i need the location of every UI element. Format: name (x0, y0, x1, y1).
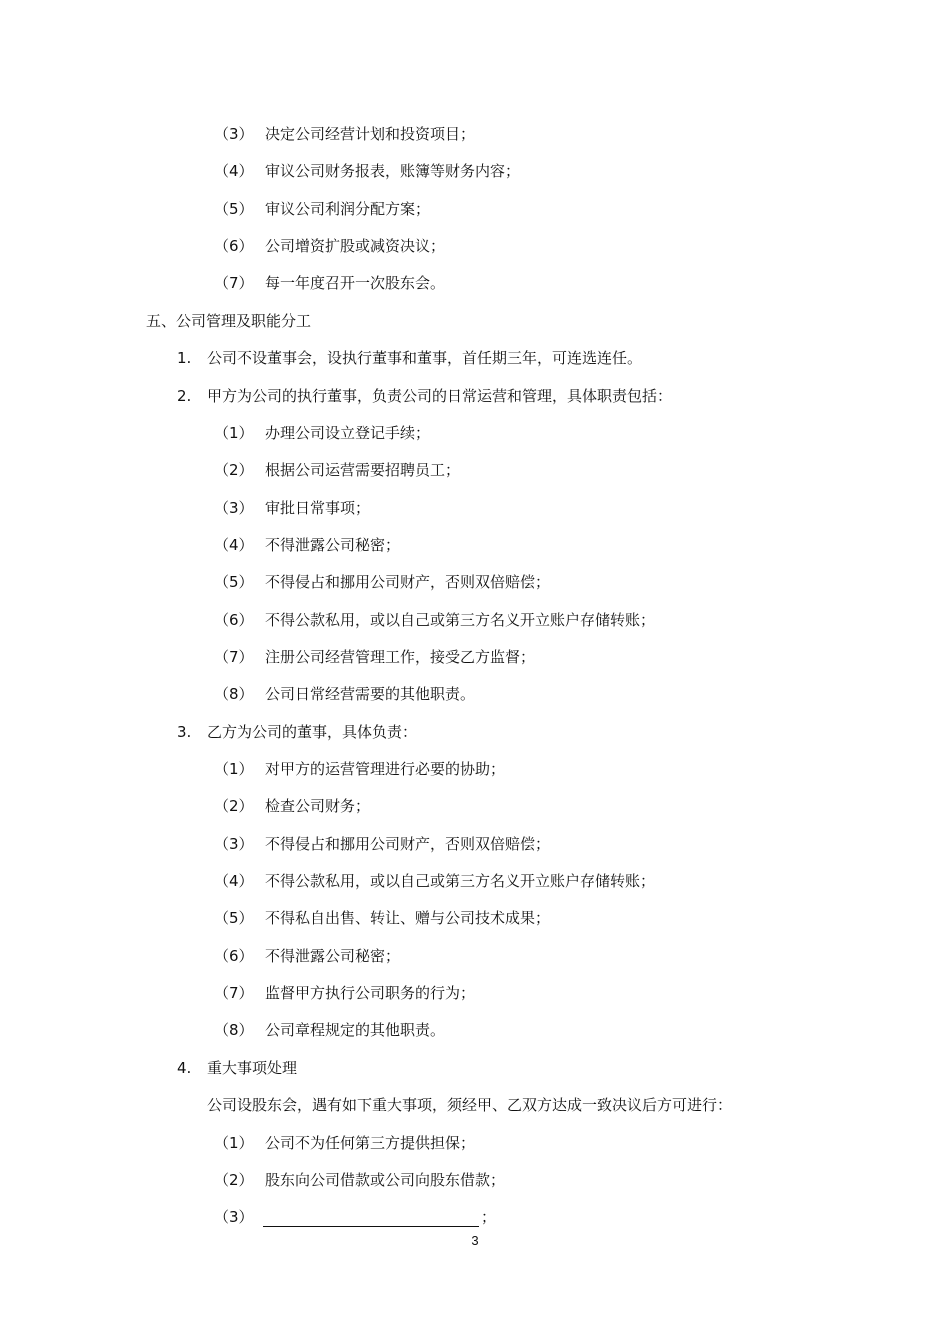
section-heading: 五、公司管理及职能分工 (146, 312, 312, 330)
page-number: 3 (471, 1233, 479, 1248)
blank-fill-line[interactable]: ； (263, 1207, 496, 1227)
clause-4-intro: 公司设股东会，遇有如下重大事项，须经甲、乙双方达成一致决议后方可进行： (207, 1096, 733, 1114)
